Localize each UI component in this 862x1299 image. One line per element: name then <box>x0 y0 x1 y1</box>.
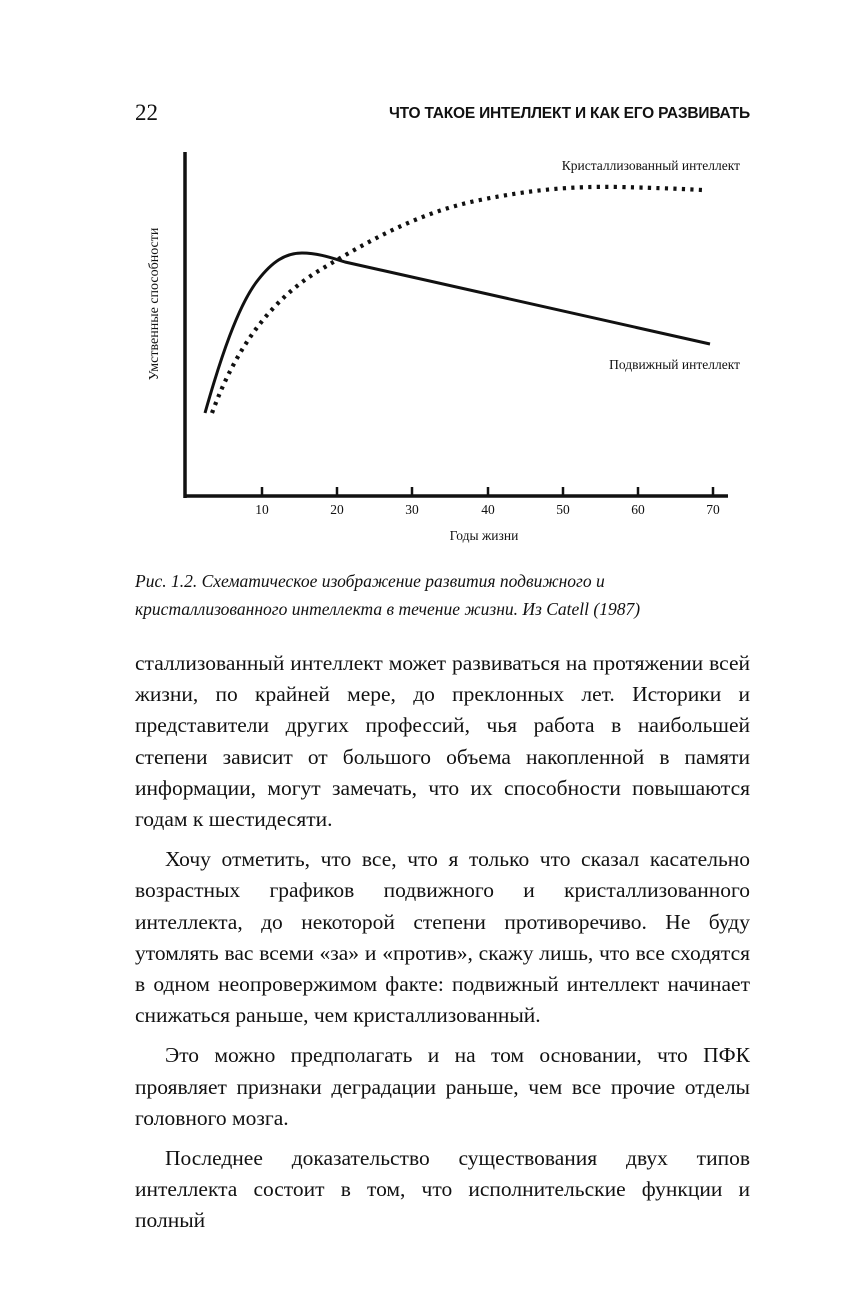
fluid-intelligence-line <box>205 253 710 413</box>
x-tick-label: 50 <box>556 502 570 517</box>
x-axis-label: Годы жизни <box>449 528 519 543</box>
figure-chart <box>0 0 862 560</box>
figure-caption: Рис. 1.2. Схематическое изображение развития подвижного и кристаллизованного интеллекта в течение жизни. Из Catell (1987) <box>135 571 641 619</box>
y-axis-label: Умственные способности <box>147 227 162 381</box>
x-tick-labels <box>255 502 720 517</box>
paragraph: Это можно предполагать и на том основании, что ПФК проявляет признаки деградации раньше, чем все прочие отделы головного мозга. <box>135 1043 750 1130</box>
page-number: 22 <box>135 100 158 125</box>
running-title: ЧТО ТАКОЕ ИНТЕЛЛЕКТ И КАК ЕГО РАЗВИВАТЬ <box>388 105 750 122</box>
x-tick-label: 70 <box>706 502 720 517</box>
x-tick-label: 30 <box>405 502 419 517</box>
x-tick-label: 60 <box>631 502 645 517</box>
paragraph: Последнее доказательство существования двух типов интеллекта состоит в том, что исполнительские функции и полный <box>135 1146 750 1233</box>
legend-fluid: Подвижный интеллект <box>609 357 740 372</box>
x-tick-label: 40 <box>481 502 495 517</box>
x-tick-label: 10 <box>255 502 269 517</box>
crystallized-intelligence-line <box>212 187 702 413</box>
body-text <box>135 648 750 1246</box>
paragraph: Хочу отметить, что все, что я только что сказал касательно возрастных графиков подвижного и кристаллизованного интеллекта, до некоторой степени противоречиво. Не буду утомлять вас всеми «за» и «против», скажу лишь, что все сходятся в одном неопровержимом факте: подвижный интеллект начинает снижаться раньше, чем кристаллизованный. <box>135 847 750 1028</box>
paragraph: сталлизованный интеллект может развиваться на протяжении всей жизни, по крайней мере, до преклонных лет. Историки и представители других профессий, чья работа в наибольшей степени зависит от большого объема накопленной в памяти информации, могут замечать, что их способности повышаются годам к шестидесяти. <box>135 651 750 832</box>
legend-crystallized: Кристаллизованный интеллект <box>561 158 740 173</box>
x-tick-label: 20 <box>330 502 344 517</box>
